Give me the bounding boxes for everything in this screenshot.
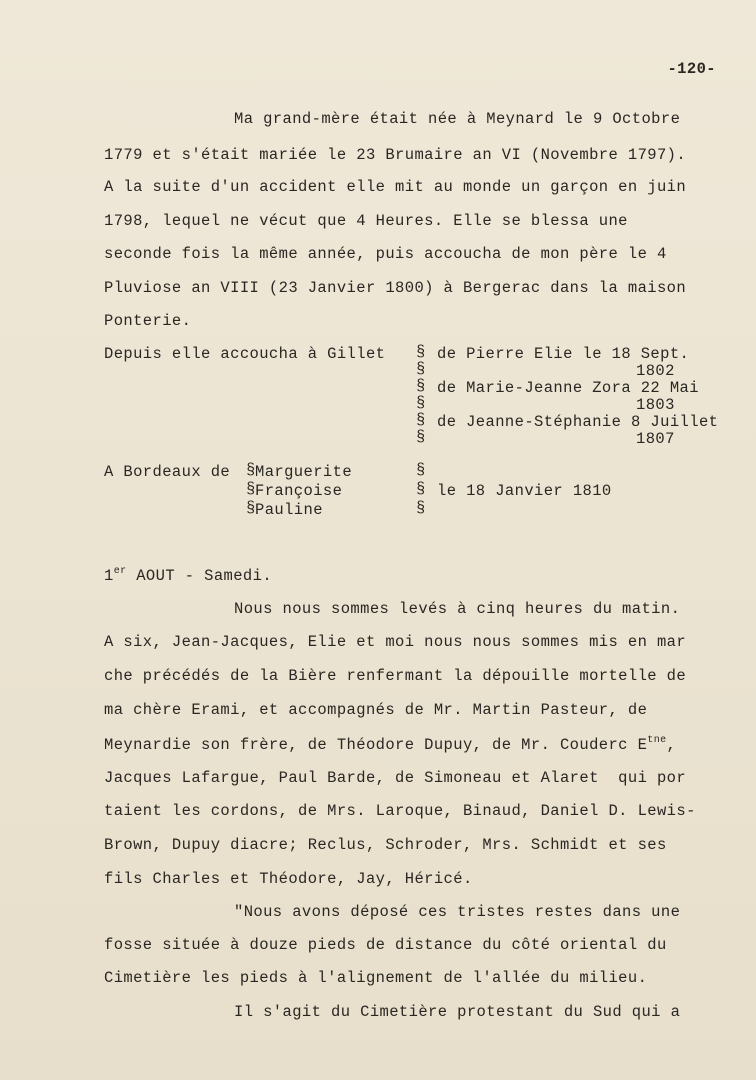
- paragraph-line: 1779 et s'était mariée le 23 Brumaire an VI (Novembre 1797).: [104, 146, 687, 164]
- section-mark: §: [416, 394, 426, 412]
- birth-entry: de Jeanne-Stéphanie 8 Juillet: [437, 413, 719, 431]
- birth-date: le 18 Janvier 1810: [437, 482, 612, 500]
- birth-year: 1807: [636, 430, 675, 448]
- paragraph-line: A la suite d'un accident elle mit au monde un garçon en juin: [104, 178, 687, 196]
- births-gillet-intro: Depuis elle accoucha à Gillet: [104, 345, 386, 363]
- date-rest: AOUT - Samedi.: [126, 567, 273, 585]
- paragraph-line: Nous nous sommes levés à cinq heures du matin.: [234, 600, 681, 618]
- section-mark: §: [416, 499, 426, 517]
- birth-year: 1803: [636, 396, 675, 414]
- child-name: Pauline: [255, 501, 323, 519]
- paragraph-line: ma chère Erami, et accompagnés de Mr. Martin Pasteur, de: [104, 701, 648, 719]
- date-day: 1: [104, 567, 114, 585]
- date-heading: [104, 566, 272, 585]
- couderc-text: Meynardie son frère, de Théodore Dupuy, de Mr. Couderc E: [104, 736, 648, 754]
- couderc-after: ,: [666, 736, 677, 754]
- section-mark: §: [416, 411, 426, 429]
- section-mark: §: [416, 377, 426, 395]
- couderc-superscript: tne: [647, 735, 667, 746]
- paragraph-line: seconde fois la même année, puis accoucha de mon père le 4: [104, 245, 667, 263]
- paragraph-line: A six, Jean-Jacques, Elie et moi nous nous sommes mis en mar: [104, 633, 687, 651]
- paragraph-line: Ma grand-mère était née à Meynard le 9 Octobre: [234, 110, 681, 128]
- child-name: Françoise: [255, 482, 343, 500]
- child-name: Marguerite: [255, 463, 353, 481]
- birth-entry: de Marie-Jeanne Zora 22 Mai: [437, 379, 699, 397]
- paragraph-line: Pluviose an VIII (23 Janvier 1800) à Bergerac dans la maison: [104, 279, 687, 297]
- section-mark: §: [416, 428, 426, 446]
- paragraph-line: Ponterie.: [104, 312, 192, 330]
- page-number: -120-: [667, 60, 716, 78]
- section-mark: §: [416, 360, 426, 378]
- paragraph-line: "Nous avons déposé ces tristes restes dans une: [234, 903, 681, 921]
- paragraph-line: Cimetière les pieds à l'alignement de l'allée du milieu.: [104, 969, 648, 987]
- birth-year: 1802: [636, 362, 675, 380]
- paragraph-line: [104, 735, 676, 754]
- paragraph-line: taient les cordons, de Mrs. Laroque, Binaud, Daniel D. Lewis-: [104, 802, 696, 820]
- paragraph-line: Il s'agit du Cimetière protestant du Sud qui a: [234, 1003, 681, 1021]
- births-bordeaux-intro: A Bordeaux de: [104, 463, 231, 481]
- paragraph-line: fils Charles et Théodore, Jay, Héricé.: [104, 870, 473, 888]
- paragraph-line: che précédés de la Bière renfermant la dépouille mortelle de: [104, 667, 687, 685]
- birth-entry: de Pierre Elie le 18 Sept.: [437, 345, 690, 363]
- section-mark: §: [246, 461, 256, 479]
- date-superscript: er: [113, 566, 127, 577]
- section-mark: §: [416, 480, 426, 498]
- section-mark: §: [416, 343, 426, 361]
- section-mark: §: [416, 461, 426, 479]
- paragraph-line: Brown, Dupuy diacre; Reclus, Schroder, Mrs. Schmidt et ses: [104, 836, 667, 854]
- paragraph-line: Jacques Lafargue, Paul Barde, de Simoneau et Alaret qui por: [104, 769, 687, 787]
- paragraph-line: 1798, lequel ne vécut que 4 Heures. Elle se blessa une: [104, 212, 628, 230]
- section-mark: §: [246, 499, 256, 517]
- section-mark: §: [246, 480, 256, 498]
- paragraph-line: fosse située à douze pieds de distance du côté oriental du: [104, 936, 667, 954]
